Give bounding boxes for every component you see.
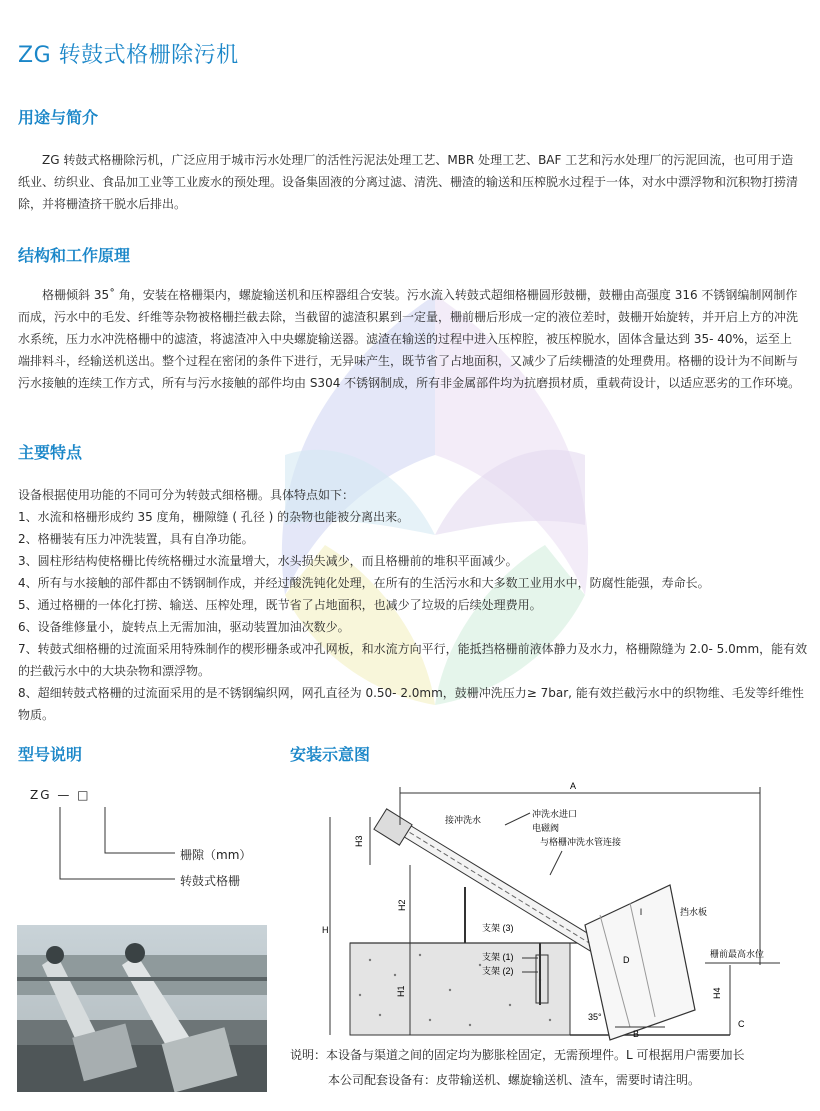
feature-item: 2、格栅装有压力冲洗装置，具有自净功能。 (18, 532, 254, 546)
dim-label-H1: H1 (396, 985, 406, 997)
model-label-gap: 栅隙（mm） (180, 848, 252, 862)
label-water-connect: 接冲洗水 (445, 815, 482, 825)
section-heading-model: 型号说明 (18, 745, 83, 764)
label-wash-inlet: 冲洗水进口 (532, 809, 578, 819)
features-intro: 设备根据使用功能的不同可分为转鼓式细格栅。具体特点如下： (18, 488, 355, 502)
principle-paragraph: 格栅倾斜 35˚ 角，安装在格栅渠内，螺旋输送机和压榨器组合安装。污水流入转鼓式超细格栅圆形鼓栅，鼓栅由高强度 316 不锈钢编制网制作而成，污水中的毛发、纤维等杂物被格栅拦截去除，当截留的滤渣积累到一定量，栅前栅后形成一定的液位差时，鼓栅开始旋转，并开启上方的冲洗水系统，压力水冲洗格栅中的滤渣，将滤渣冲入中央螺旋输送器。滤渣在输送的过程中进入压榨腔，被压榨脱水，固体含量达到 35- 40%，运至上端排料斗，经输送机送出。整个过程在密闭的条件下进行，无异味产生，既节省了占地面积，又减少了后续栅渣的处理费用。格栅的设计为不间断与污水接触的连续工作方式，所有与污水接触的部件均由 S304 不锈钢制成，所有非金属部件均为抗磨损材质，重载荷设计，以适应恶劣的工作环境。 (18, 288, 801, 390)
feature-item: 6、设备维修量小，旋转点上无需加油，驱动装置加油次数少。 (18, 620, 350, 634)
label-support2: 支架 (2) (482, 966, 514, 976)
angle-label: 35° (588, 1012, 602, 1022)
dim-label-H2: H2 (397, 899, 407, 911)
label-support3: 支架 (3) (482, 923, 514, 933)
install-note-2: 本公司配套设备有：皮带输送机、螺旋输送机、渣车，需要时请注明。 (328, 1073, 701, 1087)
feature-item: 5、通过格栅的一体化打捞、输送、压榨处理，既节省了占地面积，也减少了垃圾的后续处理费用。 (18, 598, 542, 612)
intro-paragraph: ZG 转鼓式格栅除污机，广泛应用于城市污水处理厂的活性污泥法处理工艺、MBR 处理工艺、BAF 工艺和污水处理厂的污泥回流，也可用于造纸业、纺织业、食品加工业等工业废水的预处理。设备集固液的分离过滤、清洗、栅渣的输送和压榨脱水过程于一体，对水中漂浮物和沉积物打捞清除，并将栅渣挤干脱水后排出。 (18, 153, 799, 211)
label-support1: 支架 (1) (482, 952, 514, 962)
feature-item: 1、水流和格栅形成约 35 度角，栅隙缝 ( 孔径 ) 的杂物也能被分离出来。 (18, 510, 410, 524)
dim-label-D: D (623, 955, 630, 965)
label-solenoid: 电磁阀 (532, 823, 560, 833)
label-pipe-connect: 与格栅冲洗水管连接 (540, 837, 622, 847)
dim-label-H4: H4 (712, 987, 722, 999)
install-note-1: 说明：本设备与渠道之间的固定均为膨胀栓固定，无需预埋件。L 可根据用户需要加长 (290, 1048, 745, 1062)
label-baffle: 挡水板 (680, 907, 708, 917)
features-list (18, 484, 808, 726)
feature-item: 7、转鼓式细格栅的过流面采用特殊制作的楔形栅条或冲孔网板，和水流方向平行，能抵挡格栅前液体静力及水力，格栅隙缝为 2.0- 5.0mm，能有效的拦截污水中的大块杂物和漂浮物。 (18, 642, 808, 678)
equipment-photo (17, 925, 267, 1092)
dim-label-l: l (640, 907, 642, 917)
feature-item: 3、圆柱形结构使格栅比传统格栅过水流量增大，水头损失减少，而且格栅前的堆积平面减少。 (18, 554, 518, 568)
feature-item: 8、超细转鼓式格栅的过流面采用的是不锈钢编织网，网孔直径为 0.50- 2.0mm，鼓栅冲洗压力≥ 7bar, 能有效拦截污水中的织物维、毛发等纤维性物质。 (18, 686, 804, 722)
model-label-type: 转鼓式格栅 (180, 874, 241, 888)
section-heading-features: 主要特点 (18, 443, 83, 462)
feature-item: 4、所有与水接触的部件都由不锈钢制作成，并经过酸洗钝化处理，在所有的生活污水和大多数工业用水中，防腐性能强，寿命长。 (18, 576, 710, 590)
section-heading-principle: 结构和工作原理 (18, 246, 131, 265)
dim-label-H3: H3 (354, 835, 364, 847)
section-heading-install: 安装示意图 (290, 745, 371, 764)
label-max-level: 栅前最高水位 (710, 949, 765, 959)
model-code: ZG — □ (30, 788, 91, 802)
section-heading-intro: 用途与简介 (18, 108, 99, 127)
dim-label-C: C (738, 1019, 745, 1029)
dim-label-B: B (633, 1029, 640, 1039)
page-title: ZG 转鼓式格栅除污机 (18, 43, 239, 68)
dim-label-A: A (570, 781, 577, 791)
dim-label-H: H (322, 925, 329, 935)
install-diagram (300, 765, 810, 1045)
